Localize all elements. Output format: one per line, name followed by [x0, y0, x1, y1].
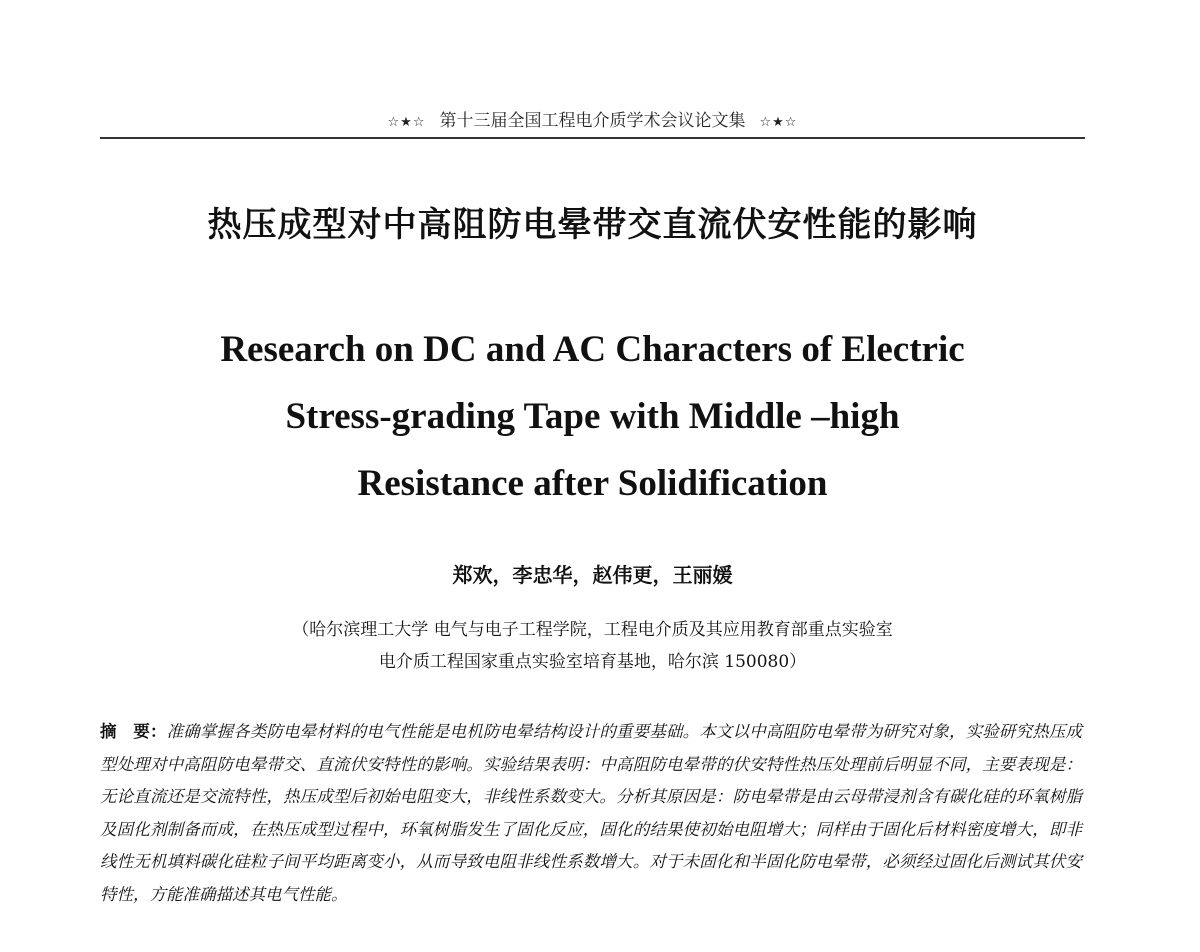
header-stars-right: ☆★☆ [759, 115, 798, 130]
english-title-line-1: Research on DC and AC Characters of Electric [220, 329, 965, 370]
abstract [100, 716, 1082, 911]
abstract-text: 准确掌握各类防电晕材料的电气性能是电机防电晕结构设计的重要基础。本文以中高阻防电晕带为研究对象，实验研究热压成型处理对中高阻防电晕带交、直流伏安特性的影响。实验结果表明：中高阻防电晕带的伏安特性热压处理前后明显不同，主要表现是：无论直流还是交流特性，热压成型后初始电阻变大，非线性系数变大。分析其原因是：防电晕带是由云母带浸剂含有碳化硅的环氧树脂及固化剂制备而成，在热压成型过程中，环氧树脂发生了固化反应，固化的结果使初始电阻增大；同样由于固化后材料密度增大，即非线性无机填料碳化硅粒子间平均距离变小，从而导致电阻非线性系数增大。对于未固化和半固化防电晕带，必须经过固化后测试其伏安特性，方能准确描述其电气性能。 [100, 722, 1083, 904]
chinese-title: 热压成型对中高阻防电晕带交直流伏安性能的影响 [207, 205, 978, 245]
header-stars-left: ☆★☆ [387, 115, 426, 130]
affiliation-line-2: 电介质工程国家重点实验室培育基地，哈尔滨 150080） [378, 652, 807, 672]
english-title-line-3: Resistance after Solidification [357, 463, 828, 504]
authors: 郑欢，李忠华，赵伟更，王丽媛 [452, 563, 733, 587]
header-rule [100, 137, 1085, 139]
english-title [100, 316, 1085, 517]
affiliation-line-1: （哈尔滨理工大学 电气与电子工程学院，工程电介质及其应用教育部重点实验室 [292, 620, 893, 640]
abstract-label: 摘 要： [100, 722, 167, 741]
running-header [100, 108, 1085, 136]
affiliation [100, 614, 1085, 678]
english-title-line-2: Stress-grading Tape with Middle –high [285, 396, 900, 437]
header-text: 第十三届全国工程电介质学术会议论文集 [439, 111, 746, 131]
